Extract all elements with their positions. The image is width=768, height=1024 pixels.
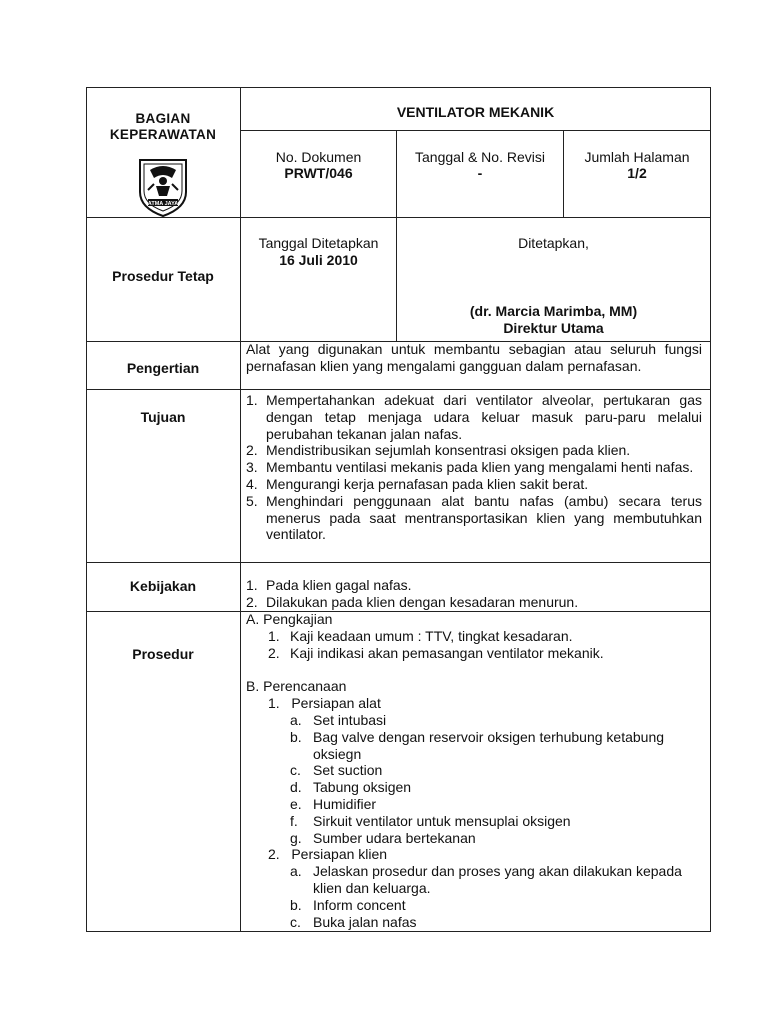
list-item: 2. Dilakukan pada klien dengan kesadaran menurun. bbox=[246, 593, 579, 610]
tujuan-list bbox=[246, 392, 702, 543]
list-item: e. Humidifier bbox=[290, 795, 377, 812]
list-item: a. Jelaskan prosedur dan proses yang akan dilakukan kepada klien dan keluarga. bbox=[290, 863, 682, 896]
doc-no-label: No. Dokumen bbox=[275, 149, 362, 165]
list-item: 5. Menghindari penggunaan alat bantu nafas (ambu) secara terus menerus pada saat mentransportasikan klien yang membutuhkan ventilator. bbox=[246, 492, 702, 543]
svg-text:ATMA JAYA: ATMA JAYA bbox=[147, 201, 179, 207]
border-bottom bbox=[86, 931, 711, 932]
list-item: 2. Mendistribusikan sejumlah konsentrasi oksigen pada klien. bbox=[246, 442, 631, 459]
rule-title bbox=[240, 130, 711, 131]
revision-cell bbox=[397, 149, 563, 181]
list-item: b. Bag valve dengan reservoir oksigen terhubung ketabung oksiegn bbox=[290, 728, 665, 762]
list-item: 3. Membantu ventilasi mekanis pada klien yang mengalami henti nafas. bbox=[246, 459, 694, 476]
list-item: c. Set suction bbox=[290, 762, 383, 779]
list-item: 1. Kaji keadaan umum : TTV, tingkat kesadaran. bbox=[268, 627, 573, 644]
list-item: 1. Pada klien gagal nafas. bbox=[246, 577, 412, 593]
pengertian-label: Pengertian bbox=[126, 360, 200, 376]
sop-document bbox=[86, 87, 711, 932]
list-item: 2. Kaji indikasi akan pemasangan ventilator mekanik. bbox=[268, 644, 604, 661]
list-item: a. Set intubasi bbox=[290, 711, 387, 728]
tujuan-label: Tujuan bbox=[140, 409, 186, 425]
border-left bbox=[86, 87, 87, 932]
list-item: f. Sirkuit ventilator untuk mensuplai oksigen bbox=[290, 812, 571, 829]
border-right bbox=[710, 87, 711, 932]
section-b1-title: 1. Persiapan alat bbox=[268, 695, 381, 712]
rule-pengertian bbox=[86, 389, 711, 390]
rule-tujuan bbox=[86, 562, 711, 563]
date-set-cell bbox=[241, 235, 396, 269]
pages-cell bbox=[564, 149, 710, 181]
border-top bbox=[86, 87, 711, 88]
doc-no-cell bbox=[241, 149, 396, 181]
signer-title: Direktur Utama bbox=[503, 320, 604, 336]
date-set-value: 16 Juli 2010 bbox=[279, 252, 358, 268]
section-a-list bbox=[246, 628, 702, 662]
protap-label: Prosedur Tetap bbox=[112, 268, 214, 284]
section-b-title: B. Perencanaan bbox=[246, 678, 347, 695]
revision-value: - bbox=[477, 165, 483, 181]
set-by-label: Ditetapkan, bbox=[518, 235, 589, 251]
section-b1-list bbox=[246, 712, 702, 846]
pages-value: 1/2 bbox=[627, 165, 647, 181]
atma-jaya-logo bbox=[134, 156, 192, 218]
prosedur-body bbox=[246, 611, 702, 930]
signer-block bbox=[397, 303, 710, 337]
pages-label: Jumlah Halaman bbox=[584, 149, 690, 165]
pengertian-text: Alat yang digunakan untuk membantu sebagian atau seluruh fungsi pernafasan klien yang mengalami gangguan dalam pernafasan. bbox=[246, 341, 702, 374]
list-item: 1. Mempertahankan adekuat dari ventilator alveolar, pertukaran gas dengan tetap menjaga udara keluar masuk paru-paru melalui perubahan tekanan jalan nafas. bbox=[246, 392, 702, 442]
kebijakan-list bbox=[246, 577, 702, 611]
prosedur-label: Prosedur bbox=[132, 646, 194, 662]
list-item: b. Inform concent bbox=[290, 896, 406, 913]
revision-label: Tanggal & No. Revisi bbox=[415, 149, 545, 165]
list-item: d. Tabung oksigen bbox=[290, 779, 412, 796]
list-item: c. Buka jalan nafas bbox=[290, 913, 417, 930]
date-set-label: Tanggal Ditetapkan bbox=[258, 235, 379, 251]
list-item: 4. Mengurangi kerja pernafasan pada klien sakit berat. bbox=[246, 475, 589, 492]
department-name bbox=[86, 111, 240, 143]
doc-no-value: PRWT/046 bbox=[284, 165, 353, 181]
rule-column bbox=[240, 87, 241, 932]
document-title: VENTILATOR MEKANIK bbox=[396, 104, 555, 120]
department-line-2: KEPERAWATAN bbox=[109, 127, 217, 142]
section-b2-list bbox=[246, 863, 702, 930]
department-line-1: BAGIAN bbox=[135, 111, 191, 126]
section-b2-title: 2. Persiapan klien bbox=[268, 846, 388, 863]
section-a-title: A. Pengkajian bbox=[246, 611, 333, 627]
signer-name: (dr. Marcia Marimba, MM) bbox=[469, 303, 638, 319]
kebijakan-label: Kebijakan bbox=[129, 578, 197, 594]
list-item: g. Sumber udara bertekanan bbox=[290, 829, 476, 846]
